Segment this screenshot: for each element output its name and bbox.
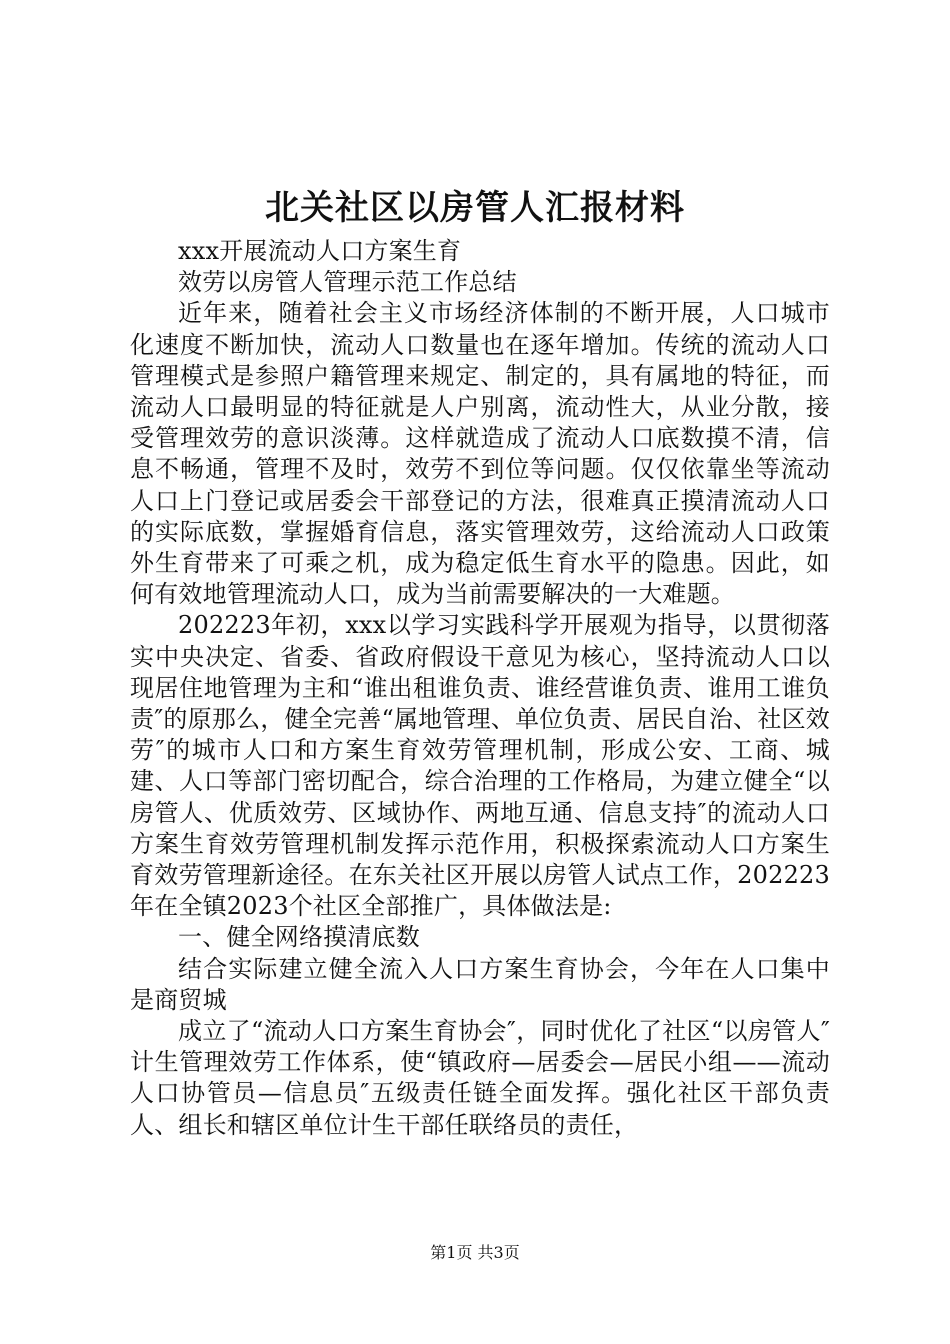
paragraph: 202223年初，xxx以学习实践科学开展观为指导，以贯彻落实中央决定、省委、省政府假设干意见为核心，坚持流动人口以现居住地管理为主和“谁出租谁负责、谁经营谁负责、谁用工谁负责″的原那么，健全完善“属地管理、单位负责、居民自治、社区效劳″的城市人口和方案生育效劳管理机制，形成公安、工商、城建、人口等部门密切配合，综合治理的工作格局，为建立健全“以房管人、优质效劳、区域协作、两地互通、信息支持″的流动人口方案生育效劳管理机制发挥示范作用，积极探索流动人口方案生育效劳管理新途径。在东关社区开展以房管人试点工作，202223年在全镇2023个社区全部推广，具体做法是: [130,611,830,921]
paragraph: 近年来，随着社会主义市场经济体制的不断开展，人口城市化速度不断加快，流动人口数量也在逐年增加。传统的流动人口管理模式是参照户籍管理来规定、制定的，具有属地的特征，而流动人口最明显的特征就是人户别离，流动性大，从业分散，接受管理效劳的意识淡薄。这样就造成了流动人口底数摸不清，信息不畅通，管理不及时，效劳不到位等问题。仅仅依靠坐等流动人口上门登记或居委会干部登记的方法，很难真正摸清流动人口的实际底数，掌握婚育信息，落实管理效劳，这给流动人口政策外生育带来了可乘之机，成为稳定低生育水平的隐患。因此，如何有效地管理流动人口，成为当前需要解决的一大难题。 [130,299,830,609]
document-body [130,236,830,1141]
paragraph: 效劳以房管人管理示范工作总结 [178,268,517,297]
paragraph: xxx开展流动人口方案生育 [178,237,462,265]
page-footer: 第1页 共3页 [430,1243,520,1262]
document-title: 北关社区以房管人汇报材料 [265,188,685,228]
paragraph: 成立了“流动人口方案生育协会″，同时优化了社区“以房管人″计生管理效劳工作体系，使“镇政府—居委会—居民小组——流动人口协管员—信息员″五级责任链全面发挥。强化社区干部负责人、组长和辖区单位计生干部任联络员的责任， [130,1017,830,1139]
section-heading: 一、健全网络摸清底数 [178,923,420,952]
paragraph: 结合实际建立健全流入人口方案生育协会，今年在人口集中是商贸城 [130,954,830,1014]
